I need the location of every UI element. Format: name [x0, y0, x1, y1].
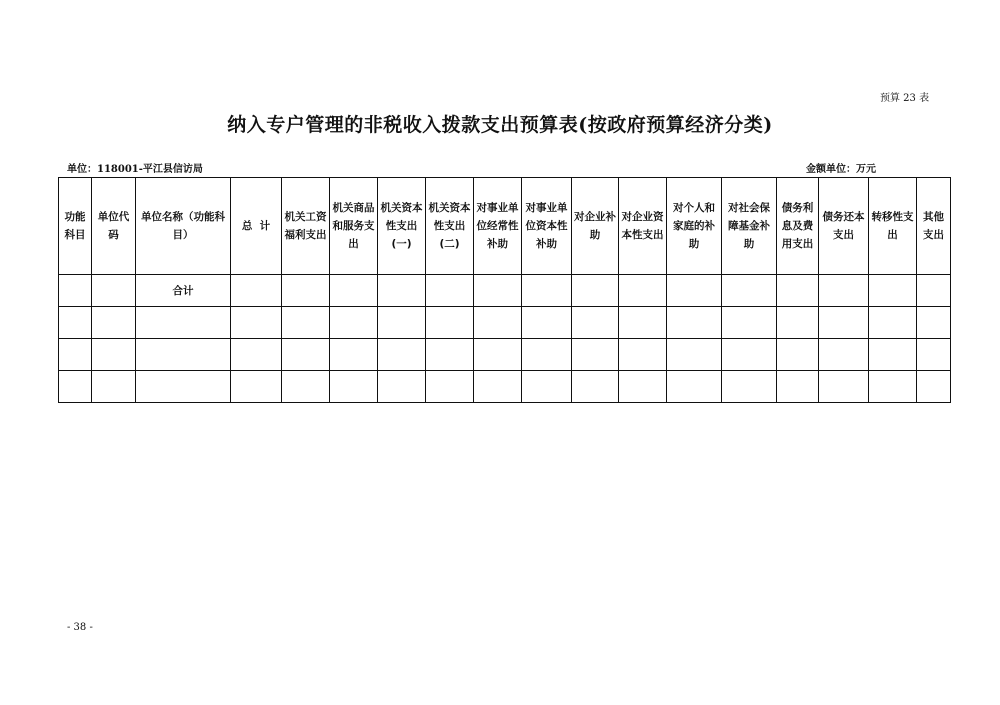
table-cell [136, 339, 231, 371]
table-cell [917, 339, 951, 371]
table-cell [722, 371, 777, 403]
table-cell [136, 307, 231, 339]
table-cell [819, 339, 869, 371]
table-cell [59, 371, 92, 403]
table-cell [474, 275, 522, 307]
table-cell [667, 275, 722, 307]
table-cell [777, 339, 819, 371]
table-cell [474, 307, 522, 339]
table-cell [92, 339, 136, 371]
table-cell [667, 307, 722, 339]
column-header-debt-principal: 债务还本支出 [819, 178, 869, 275]
table-cell [869, 339, 917, 371]
column-header-agency-capital-1: 机关资本性支出(一) [378, 178, 426, 275]
table-cell [572, 307, 619, 339]
table-cell [92, 307, 136, 339]
table-cell [474, 339, 522, 371]
table-cell [474, 371, 522, 403]
table-cell [378, 371, 426, 403]
column-header-institution-recurrent-subsidy: 对事业单位经常性补助 [474, 178, 522, 275]
column-header-functional-category: 功能科目 [59, 178, 92, 275]
table-cell [92, 275, 136, 307]
unit-label: 单位：118001-平江县信访局 [67, 164, 203, 175]
column-header-social-security-fund-subsidy: 对社会保障基金补助 [722, 178, 777, 275]
table-cell [231, 275, 282, 307]
table-cell [572, 371, 619, 403]
table-cell [777, 371, 819, 403]
total-row [59, 275, 951, 307]
column-header-agency-capital-2: 机关资本性支出(二) [426, 178, 474, 275]
table-cell [572, 339, 619, 371]
table-cell [522, 371, 572, 403]
table-cell [378, 339, 426, 371]
table-cell [777, 307, 819, 339]
table-cell [819, 307, 869, 339]
table-cell [869, 275, 917, 307]
table-cell [619, 275, 667, 307]
column-header-institution-capital-subsidy: 对事业单位资本性补助 [522, 178, 572, 275]
table-cell [522, 275, 572, 307]
header-row [59, 178, 951, 275]
table-cell [426, 339, 474, 371]
column-header-agency-goods-services: 机关商品和服务支出 [330, 178, 378, 275]
table-row [59, 307, 951, 339]
column-header-debt-interest: 债务利息及费用支出 [777, 178, 819, 275]
table-cell [667, 339, 722, 371]
table-cell [378, 307, 426, 339]
table-cell [522, 307, 572, 339]
table-cell [722, 307, 777, 339]
table-cell [619, 339, 667, 371]
table-cell [92, 371, 136, 403]
column-header-total: 总 计 [231, 178, 282, 275]
table-cell [426, 275, 474, 307]
table-cell [59, 275, 92, 307]
table-cell [330, 307, 378, 339]
table-cell [869, 371, 917, 403]
table-cell [917, 275, 951, 307]
table-cell [330, 275, 378, 307]
table-cell [231, 371, 282, 403]
table-cell [777, 275, 819, 307]
table-cell [282, 371, 330, 403]
table-cell [426, 307, 474, 339]
table-row [59, 371, 951, 403]
table-row [59, 339, 951, 371]
column-header-enterprise-subsidy: 对企业补助 [572, 178, 619, 275]
column-header-transfer: 转移性支出 [869, 178, 917, 275]
table-cell [59, 307, 92, 339]
column-header-unit-name: 单位名称（功能科目） [136, 178, 231, 275]
table-cell [869, 307, 917, 339]
table-cell [231, 307, 282, 339]
table-cell [667, 371, 722, 403]
table-cell [282, 307, 330, 339]
table-cell [330, 371, 378, 403]
table-cell [426, 371, 474, 403]
amount-unit-label: 金额单位：万元 [806, 164, 876, 175]
table-cell [282, 275, 330, 307]
table-cell [330, 339, 378, 371]
table-cell [136, 371, 231, 403]
table-cell: 合计 [136, 275, 231, 307]
table-cell [282, 339, 330, 371]
column-header-individual-family-subsidy: 对个人和家庭的补助 [667, 178, 722, 275]
table-cell [722, 339, 777, 371]
table-cell [917, 371, 951, 403]
page-number: - 38 - [67, 622, 93, 633]
table-cell [819, 371, 869, 403]
table-cell [819, 275, 869, 307]
column-header-unit-code: 单位代码 [92, 178, 136, 275]
table-cell [917, 307, 951, 339]
page-title: 纳入专户管理的非税收入拨款支出预算表(按政府预算经济分类) [227, 114, 773, 136]
column-header-enterprise-capital: 对企业资本性支出 [619, 178, 667, 275]
table-cell [572, 275, 619, 307]
table-cell [722, 275, 777, 307]
table-cell [619, 307, 667, 339]
budget-table [58, 177, 951, 403]
table-cell [378, 275, 426, 307]
table-cell [231, 339, 282, 371]
table-cell [619, 371, 667, 403]
column-header-agency-wages-welfare: 机关工资福利支出 [282, 178, 330, 275]
column-header-other: 其他支出 [917, 178, 951, 275]
table-cell [59, 339, 92, 371]
table-number: 预算 23 表 [880, 93, 930, 104]
table-cell [522, 339, 572, 371]
